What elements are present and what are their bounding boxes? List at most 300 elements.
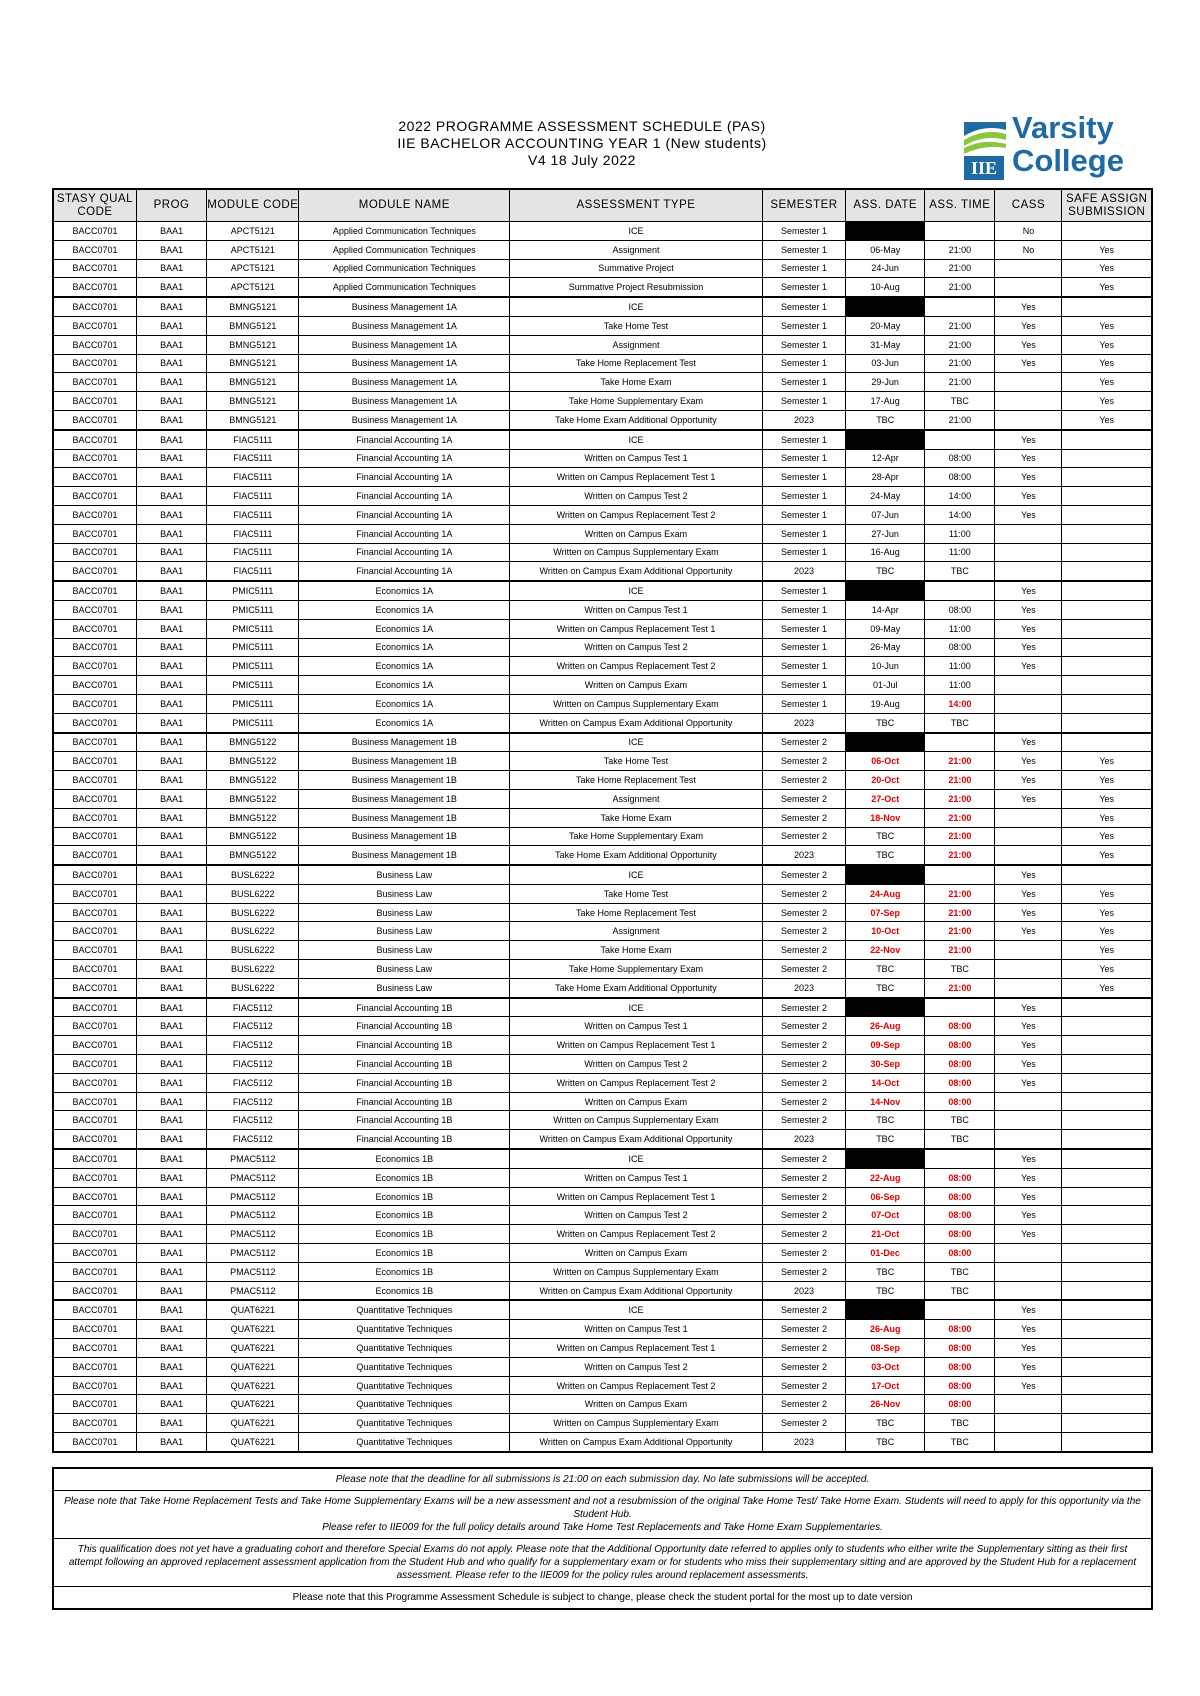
qual-code-cell: BACC0701 (53, 1092, 136, 1111)
module-name-cell: Financial Accounting 1B (299, 1092, 510, 1111)
module-name-cell: Business Management 1B (299, 771, 510, 790)
module-code-cell: PMAC5112 (207, 1206, 299, 1225)
safe-assign-cell (1062, 998, 1152, 1017)
safe-assign-cell (1062, 1262, 1152, 1281)
assessment-type-cell: ICE (510, 1300, 763, 1319)
table-row (53, 1225, 1152, 1244)
semester-cell: Semester 1 (762, 543, 845, 562)
time-cell (925, 222, 995, 241)
time-cell: 11:00 (925, 543, 995, 562)
semester-cell: Semester 2 (762, 1395, 845, 1414)
cass-cell: Yes (995, 789, 1062, 808)
date-cell: TBC (846, 846, 925, 865)
qual-code-cell: BACC0701 (53, 1300, 136, 1319)
prog-cell: BAA1 (136, 865, 206, 884)
semester-cell: Semester 2 (762, 1073, 845, 1092)
qual-code-cell: BACC0701 (53, 1414, 136, 1433)
cass-cell: Yes (995, 449, 1062, 468)
semester-cell: Semester 1 (762, 222, 845, 241)
semester-cell: Semester 2 (762, 789, 845, 808)
cass-cell (995, 827, 1062, 846)
assessment-type-cell: Written on Campus Exam (510, 1244, 763, 1263)
cass-cell: Yes (995, 297, 1062, 316)
qual-code-cell: BACC0701 (53, 1281, 136, 1300)
module-name-cell: Business Management 1B (299, 789, 510, 808)
table-row (53, 808, 1152, 827)
prog-cell: BAA1 (136, 1073, 206, 1092)
assessment-type-cell: Take Home Replacement Test (510, 903, 763, 922)
safe-assign-cell: Yes (1062, 827, 1152, 846)
version-label: V4 18 July 2022 (528, 152, 636, 168)
date-cell: 27-Oct (846, 789, 925, 808)
semester-cell: Semester 2 (762, 1055, 845, 1074)
prog-cell: BAA1 (136, 1262, 206, 1281)
table-row (53, 392, 1152, 411)
assessment-type-cell: Written on Campus Replacement Test 2 (510, 1376, 763, 1395)
logo-iie-badge: IIE (964, 156, 1004, 180)
prog-cell: BAA1 (136, 978, 206, 997)
assessment-type-cell: Written on Campus Supplementary Exam (510, 1262, 763, 1281)
module-code-cell: FIAC5112 (207, 1036, 299, 1055)
module-name-cell: Financial Accounting 1B (299, 1055, 510, 1074)
time-cell: 08:00 (925, 1395, 995, 1414)
col-semester: SEMESTER (762, 189, 845, 222)
assessment-type-cell: ICE (510, 430, 763, 449)
qual-code-cell: BACC0701 (53, 922, 136, 941)
logo-swoosh-icon (962, 118, 1008, 154)
prog-cell: BAA1 (136, 998, 206, 1017)
assessment-type-cell: Written on Campus Supplementary Exam (510, 1111, 763, 1130)
safe-assign-cell (1062, 1111, 1152, 1130)
safe-assign-cell (1062, 581, 1152, 600)
semester-cell: Semester 1 (762, 392, 845, 411)
semester-cell: Semester 1 (762, 316, 845, 335)
safe-assign-cell (1062, 449, 1152, 468)
table-row (53, 1414, 1152, 1433)
cass-cell: Yes (995, 335, 1062, 354)
table-row (53, 410, 1152, 429)
module-name-cell: Business Law (299, 941, 510, 960)
assessment-type-cell: Written on Campus Supplementary Exam (510, 1414, 763, 1433)
module-name-cell: Business Law (299, 903, 510, 922)
assessment-type-cell: Written on Campus Replacement Test 1 (510, 619, 763, 638)
semester-cell: Semester 1 (762, 449, 845, 468)
table-row (53, 1433, 1152, 1452)
semester-cell: Semester 2 (762, 1376, 845, 1395)
date-cell: TBC (846, 562, 925, 581)
module-name-cell: Quantitative Techniques (299, 1357, 510, 1376)
date-cell: 26-Nov (846, 1395, 925, 1414)
table-row (53, 1281, 1152, 1300)
safe-assign-cell: Yes (1062, 752, 1152, 771)
module-code-cell: QUAT6221 (207, 1395, 299, 1414)
semester-cell: Semester 2 (762, 903, 845, 922)
qual-code-cell: BACC0701 (53, 960, 136, 979)
assessment-type-cell: ICE (510, 865, 763, 884)
safe-assign-cell (1062, 1376, 1152, 1395)
semester-cell: Semester 2 (762, 733, 845, 752)
time-cell: 08:00 (925, 449, 995, 468)
module-code-cell: BUSL6222 (207, 884, 299, 903)
table-row (53, 430, 1152, 449)
time-cell: 11:00 (925, 657, 995, 676)
module-code-cell: PMIC5111 (207, 657, 299, 676)
qual-code-cell: BACC0701 (53, 1187, 136, 1206)
qual-code-cell: BACC0701 (53, 1433, 136, 1452)
table-row (53, 771, 1152, 790)
semester-cell: 2023 (762, 713, 845, 732)
module-name-cell: Economics 1B (299, 1262, 510, 1281)
assessment-type-cell: ICE (510, 222, 763, 241)
semester-cell: Semester 2 (762, 1262, 845, 1281)
date-cell (846, 430, 925, 449)
date-cell: TBC (846, 978, 925, 997)
time-cell: 21:00 (925, 771, 995, 790)
prog-cell: BAA1 (136, 1130, 206, 1149)
safe-assign-cell (1062, 1036, 1152, 1055)
col-ass-time: ASS. TIME (925, 189, 995, 222)
time-cell: 21:00 (925, 316, 995, 335)
cass-cell (995, 373, 1062, 392)
safe-assign-cell (1062, 1300, 1152, 1319)
semester-cell: Semester 2 (762, 941, 845, 960)
table-row (53, 713, 1152, 732)
module-name-cell: Economics 1B (299, 1225, 510, 1244)
table-row (53, 543, 1152, 562)
qual-code-cell: BACC0701 (53, 487, 136, 506)
prog-cell: BAA1 (136, 903, 206, 922)
table-row (53, 1130, 1152, 1149)
module-code-cell: BUSL6222 (207, 978, 299, 997)
cass-cell: Yes (995, 657, 1062, 676)
safe-assign-cell: Yes (1062, 808, 1152, 827)
time-cell: TBC (925, 960, 995, 979)
module-name-cell: Business Law (299, 884, 510, 903)
date-cell: 22-Nov (846, 941, 925, 960)
prog-cell: BAA1 (136, 827, 206, 846)
table-row (53, 865, 1152, 884)
module-name-cell: Business Management 1A (299, 354, 510, 373)
safe-assign-cell (1062, 1414, 1152, 1433)
safe-assign-cell (1062, 676, 1152, 695)
semester-cell: Semester 1 (762, 335, 845, 354)
semester-cell: Semester 1 (762, 694, 845, 713)
prog-cell: BAA1 (136, 1055, 206, 1074)
cass-cell (995, 278, 1062, 297)
cass-cell: Yes (995, 1073, 1062, 1092)
prog-cell: BAA1 (136, 1111, 206, 1130)
qual-code-cell: BACC0701 (53, 789, 136, 808)
module-name-cell: Applied Communication Techniques (299, 278, 510, 297)
module-name-cell: Quantitative Techniques (299, 1339, 510, 1358)
table-row (53, 903, 1152, 922)
prog-cell: BAA1 (136, 941, 206, 960)
qual-code-cell: BACC0701 (53, 1225, 136, 1244)
module-code-cell: QUAT6221 (207, 1433, 299, 1452)
module-code-cell: BMNG5121 (207, 373, 299, 392)
date-cell: 14-Nov (846, 1092, 925, 1111)
cass-cell: Yes (995, 1376, 1062, 1395)
time-cell: 08:00 (925, 1357, 995, 1376)
qual-code-cell: BACC0701 (53, 1130, 136, 1149)
table-row (53, 789, 1152, 808)
cass-cell: Yes (995, 1206, 1062, 1225)
module-code-cell: PMIC5111 (207, 581, 299, 600)
cass-cell: Yes (995, 430, 1062, 449)
col-module-name: MODULE NAME (299, 189, 510, 222)
assessment-type-cell: Written on Campus Replacement Test 1 (510, 1187, 763, 1206)
module-code-cell: FIAC5112 (207, 1092, 299, 1111)
assessment-type-cell: ICE (510, 581, 763, 600)
prog-cell: BAA1 (136, 1320, 206, 1339)
qual-code-cell: BACC0701 (53, 562, 136, 581)
module-code-cell: FIAC5111 (207, 543, 299, 562)
prog-cell: BAA1 (136, 922, 206, 941)
time-cell: 08:00 (925, 1168, 995, 1187)
assessment-type-cell: Written on Campus Replacement Test 2 (510, 1073, 763, 1092)
safe-assign-cell (1062, 1206, 1152, 1225)
table-row (53, 960, 1152, 979)
module-code-cell: BMNG5122 (207, 752, 299, 771)
prog-cell: BAA1 (136, 1036, 206, 1055)
cass-cell: Yes (995, 1225, 1062, 1244)
semester-cell: 2023 (762, 410, 845, 429)
table-row (53, 1149, 1152, 1168)
table-row (53, 657, 1152, 676)
date-cell: 24-Jun (846, 259, 925, 278)
safe-assign-cell (1062, 1433, 1152, 1452)
module-code-cell: PMIC5111 (207, 600, 299, 619)
table-row (53, 297, 1152, 316)
assessment-type-cell: Written on Campus Test 2 (510, 1357, 763, 1376)
module-code-cell: QUAT6221 (207, 1320, 299, 1339)
module-name-cell: Financial Accounting 1A (299, 562, 510, 581)
qual-code-cell: BACC0701 (53, 430, 136, 449)
date-cell: 26-Aug (846, 1017, 925, 1036)
safe-assign-cell: Yes (1062, 960, 1152, 979)
qual-code-cell: BACC0701 (53, 410, 136, 429)
cass-cell (995, 259, 1062, 278)
module-name-cell: Economics 1B (299, 1168, 510, 1187)
module-code-cell: QUAT6221 (207, 1339, 299, 1358)
time-cell: 08:00 (925, 1225, 995, 1244)
semester-cell: Semester 1 (762, 638, 845, 657)
table-row (53, 1092, 1152, 1111)
qual-code-cell: BACC0701 (53, 903, 136, 922)
prog-cell: BAA1 (136, 468, 206, 487)
assessment-type-cell: Written on Campus Exam (510, 1395, 763, 1414)
date-cell: 26-May (846, 638, 925, 657)
qual-code-cell: BACC0701 (53, 1073, 136, 1092)
qual-code-cell: BACC0701 (53, 335, 136, 354)
date-cell (846, 581, 925, 600)
module-code-cell: APCT5121 (207, 259, 299, 278)
module-code-cell: APCT5121 (207, 222, 299, 241)
note-replacement-text: Please note that Take Home Replacement Tests and Take Home Supplementary Exams will be a new assessment and not a resubmission of the original Take Home Test/ Take Home Exam. Students will need to apply for this opportunity via the Student Hub. (64, 1496, 1141, 1520)
module-name-cell: Financial Accounting 1B (299, 1036, 510, 1055)
cass-cell: No (995, 240, 1062, 259)
assessment-type-cell: Assignment (510, 240, 763, 259)
table-row (53, 259, 1152, 278)
module-name-cell: Economics 1B (299, 1206, 510, 1225)
assessment-type-cell: Take Home Supplementary Exam (510, 960, 763, 979)
assessment-type-cell: Take Home Exam Additional Opportunity (510, 410, 763, 429)
prog-cell: BAA1 (136, 846, 206, 865)
module-code-cell: BMNG5122 (207, 808, 299, 827)
time-cell: 08:00 (925, 1036, 995, 1055)
semester-cell: Semester 1 (762, 487, 845, 506)
prog-cell: BAA1 (136, 1395, 206, 1414)
date-cell: 08-Sep (846, 1339, 925, 1358)
time-cell: TBC (925, 1130, 995, 1149)
module-name-cell: Financial Accounting 1B (299, 1111, 510, 1130)
table-row (53, 846, 1152, 865)
assessment-type-cell: Written on Campus Test 1 (510, 1320, 763, 1339)
time-cell (925, 865, 995, 884)
safe-assign-cell (1062, 524, 1152, 543)
assessment-type-cell: Written on Campus Replacement Test 1 (510, 1036, 763, 1055)
module-code-cell: FIAC5111 (207, 524, 299, 543)
date-cell: TBC (846, 1281, 925, 1300)
assessment-type-cell: Written on Campus Exam (510, 1092, 763, 1111)
assessment-type-cell: Take Home Replacement Test (510, 771, 763, 790)
module-name-cell: Business Law (299, 865, 510, 884)
safe-assign-cell: Yes (1062, 240, 1152, 259)
cass-cell: No (995, 222, 1062, 241)
safe-assign-cell: Yes (1062, 392, 1152, 411)
cass-cell (995, 941, 1062, 960)
cass-cell (995, 1281, 1062, 1300)
assessment-type-cell: Written on Campus Exam Additional Opportunity (510, 713, 763, 732)
time-cell: TBC (925, 1414, 995, 1433)
time-cell: 08:00 (925, 1073, 995, 1092)
time-cell (925, 1300, 995, 1319)
safe-assign-cell: Yes (1062, 373, 1152, 392)
table-row (53, 581, 1152, 600)
cass-cell: Yes (995, 638, 1062, 657)
prog-cell: BAA1 (136, 354, 206, 373)
assessment-type-cell: Written on Campus Test 1 (510, 449, 763, 468)
cass-cell: Yes (995, 1017, 1062, 1036)
time-cell: 08:00 (925, 1017, 995, 1036)
prog-cell: BAA1 (136, 1187, 206, 1206)
semester-cell: Semester 2 (762, 1414, 845, 1433)
assessment-type-cell: Assignment (510, 335, 763, 354)
cass-cell: Yes (995, 354, 1062, 373)
date-cell (846, 998, 925, 1017)
date-cell: 03-Oct (846, 1357, 925, 1376)
qual-code-cell: BACC0701 (53, 1149, 136, 1168)
semester-cell: Semester 2 (762, 1036, 845, 1055)
assessment-type-cell: ICE (510, 998, 763, 1017)
time-cell: 08:00 (925, 1055, 995, 1074)
assessment-type-cell: Written on Campus Exam (510, 676, 763, 695)
time-cell: 21:00 (925, 827, 995, 846)
module-name-cell: Financial Accounting 1A (299, 468, 510, 487)
prog-cell: BAA1 (136, 1017, 206, 1036)
module-code-cell: PMAC5112 (207, 1149, 299, 1168)
prog-cell: BAA1 (136, 316, 206, 335)
module-code-cell: FIAC5112 (207, 1017, 299, 1036)
module-name-cell: Business Management 1B (299, 752, 510, 771)
module-code-cell: BUSL6222 (207, 922, 299, 941)
time-cell: 11:00 (925, 619, 995, 638)
prog-cell: BAA1 (136, 694, 206, 713)
table-row (53, 1300, 1152, 1319)
table-row (53, 335, 1152, 354)
qual-code-cell: BACC0701 (53, 1376, 136, 1395)
qual-code-cell: BACC0701 (53, 222, 136, 241)
safe-assign-cell (1062, 1149, 1152, 1168)
semester-cell: Semester 2 (762, 865, 845, 884)
cass-cell: Yes (995, 1339, 1062, 1358)
module-code-cell: BMNG5122 (207, 771, 299, 790)
semester-cell: Semester 2 (762, 1300, 845, 1319)
module-code-cell: BUSL6222 (207, 941, 299, 960)
time-cell: 08:00 (925, 1376, 995, 1395)
prog-cell: BAA1 (136, 222, 206, 241)
col-module-code: MODULE CODE (207, 189, 299, 222)
module-code-cell: BMNG5122 (207, 733, 299, 752)
module-name-cell: Economics 1A (299, 619, 510, 638)
note-special-exams: This qualification does not yet have a graduating cohort and therefore Special Exams do not apply. Please note that the Additional Opportunity date referred to applies only to students who either write the Supplementary sitting as their first attempt following an approved replacement assessment application from the Student Hub and who qualify for a supplementary exam or for students who miss their supplementary sitting and are approved by the Student Hub for a replacement assessment. Please refer to the IIE009 for the policy rules around replacement assessments. (54, 1539, 1151, 1587)
time-cell (925, 581, 995, 600)
date-cell: 07-Sep (846, 903, 925, 922)
prog-cell: BAA1 (136, 543, 206, 562)
date-cell: 09-May (846, 619, 925, 638)
time-cell: 08:00 (925, 638, 995, 657)
time-cell: 21:00 (925, 789, 995, 808)
date-cell: 17-Oct (846, 1376, 925, 1395)
date-cell (846, 865, 925, 884)
cass-cell: Yes (995, 1055, 1062, 1074)
safe-assign-cell (1062, 1187, 1152, 1206)
prog-cell: BAA1 (136, 1433, 206, 1452)
qual-code-cell: BACC0701 (53, 297, 136, 316)
safe-assign-cell (1062, 1395, 1152, 1414)
date-cell: 30-Sep (846, 1055, 925, 1074)
cass-cell (995, 410, 1062, 429)
qual-code-cell: BACC0701 (53, 978, 136, 997)
time-cell: 14:00 (925, 487, 995, 506)
qual-code-cell: BACC0701 (53, 278, 136, 297)
qual-code-cell: BACC0701 (53, 1036, 136, 1055)
module-code-cell: PMIC5111 (207, 638, 299, 657)
cass-cell: Yes (995, 1357, 1062, 1376)
module-code-cell: BMNG5121 (207, 335, 299, 354)
safe-assign-cell (1062, 1092, 1152, 1111)
date-cell (846, 222, 925, 241)
module-code-cell: BMNG5122 (207, 789, 299, 808)
table-row (53, 694, 1152, 713)
module-code-cell: FIAC5112 (207, 998, 299, 1017)
prog-cell: BAA1 (136, 638, 206, 657)
assessment-type-cell: Take Home Supplementary Exam (510, 827, 763, 846)
semester-cell: Semester 2 (762, 1017, 845, 1036)
module-name-cell: Financial Accounting 1B (299, 998, 510, 1017)
qual-code-cell: BACC0701 (53, 1206, 136, 1225)
cass-cell (995, 694, 1062, 713)
qual-code-cell: BACC0701 (53, 846, 136, 865)
semester-cell: Semester 2 (762, 771, 845, 790)
assessment-type-cell: Written on Campus Supplementary Exam (510, 694, 763, 713)
time-cell: 08:00 (925, 1339, 995, 1358)
time-cell: 08:00 (925, 1244, 995, 1263)
semester-cell: 2023 (762, 846, 845, 865)
module-code-cell: FIAC5112 (207, 1055, 299, 1074)
prog-cell: BAA1 (136, 562, 206, 581)
time-cell: 21:00 (925, 373, 995, 392)
